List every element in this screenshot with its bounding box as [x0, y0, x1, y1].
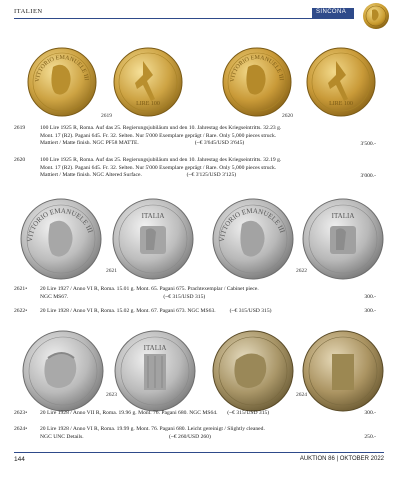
lot-line: 100 Lire 1925 R, Roma. Auf das 25. Regierungsjubiläum und den 10. Jahrestag des Kriegseintritts. 32.23 g. [40, 125, 282, 131]
brand-name: SINCONA [316, 9, 347, 15]
lot-line: 100 Lire 1925 R, Roma. Auf das 25. Regierungsjubiläum und den 10. Jahrestag des Kriegseintritts. 32.19 g. [40, 157, 282, 163]
coin-2620-reverse [306, 47, 376, 117]
coin-legend: VITTORIO EMANUELE III [34, 54, 89, 83]
lot-entry [14, 125, 376, 149]
footer-rule [14, 452, 384, 453]
lot-entry [14, 157, 376, 181]
coin-2622-reverse [302, 198, 384, 280]
lot-number: 2623• [14, 410, 28, 416]
lot-number: 2624 [296, 392, 307, 398]
lot-number: 2619 [101, 113, 112, 119]
coin-2622-obverse [212, 198, 294, 280]
coin-legend: ITALIA [141, 212, 165, 220]
lot-number: 2622• [14, 308, 28, 314]
coin-legend: ITALIA [331, 212, 355, 220]
coin-legend: VITTORIO EMANUELE III [25, 206, 95, 243]
lot-entry [14, 286, 376, 302]
lot-price: 300.- [364, 308, 376, 314]
coin-denomination: LIRE 100 [136, 101, 160, 107]
coin-2619-reverse [113, 47, 183, 117]
lot-line: Mont. 17 (R2). Pagani 645. Fr. 32. Selten. Nur 5'000 Exemplare geprägt / Rare. Only 5,000 pieces struck. [40, 164, 277, 171]
coin-legend: VITTORIO EMANUELE III [217, 206, 287, 243]
header-rule [14, 18, 354, 19]
lot-line: NGC UNC Details. (~€ 260/USD 260) [40, 433, 211, 440]
lot-number: 2624• [14, 426, 28, 432]
lot-line: 20 Lire 1927 / Anno VI R, Roma. 15.01 g. Mont. 65. Pagani 675. Prachtexemplar / Cabinet piece. [40, 286, 259, 292]
lot-description [40, 308, 340, 316]
lot-price: 300.- [364, 294, 376, 300]
lot-line: NGC MS67. (~€ 315/USD 315) [40, 293, 206, 300]
lot-price: 300.- [364, 410, 376, 416]
coin-legend: ITALIA [143, 344, 167, 352]
coin-2621-obverse [20, 198, 102, 280]
logo-coin-icon [362, 2, 390, 30]
lot-entry [14, 410, 376, 420]
coin-2624-obverse [212, 330, 294, 412]
lot-description [40, 286, 340, 301]
lot-line: Mattiert / Matte finish. NGC Altered Surface. (~€ 3'125/USD 3'125) [40, 172, 237, 179]
coin-2620-obverse [222, 47, 292, 117]
lot-number: 2620 [14, 157, 26, 163]
lot-price: 3'000.- [360, 173, 376, 179]
lot-number: 2621• [14, 286, 28, 292]
lot-number: 2621 [106, 268, 117, 274]
coin-2621-reverse [112, 198, 194, 280]
lot-number: 2619 [14, 125, 26, 131]
lot-description [40, 157, 340, 180]
lot-description [40, 410, 340, 418]
lot-number: 2620 [282, 113, 293, 119]
page-number: 144 [14, 456, 25, 463]
section-title: ITALIEN [14, 8, 43, 15]
coin-legend: VITTORIO EMANUELE III [229, 54, 284, 83]
coin-2624-reverse [302, 330, 384, 412]
lot-line: 20 Lire 1928 / Anno VI R, Roma. 15.02 g. Mont. 67. Pagani 673. NGC MS63. (~€ 315/USD 315) [40, 308, 272, 314]
lot-line: Mont. 17 (R2). Pagani 645. Fr. 32. Selten. Nur 5'000 Exemplare geprägt / Rare. Only 5,000 pieces struck. [40, 132, 277, 139]
lot-number: 2622 [296, 268, 307, 274]
coin-2619-obverse [27, 47, 97, 117]
lot-description [40, 426, 340, 441]
lot-price: 250.- [364, 434, 376, 440]
lot-description [40, 125, 340, 148]
coin-2623-obverse [22, 330, 104, 412]
lot-line: 20 Lire 1928 / Anno VI R, Roma. 19.99 g. Mont. 76. Pagani 680. Leicht gereinigt / Slightly cleaned. [40, 426, 265, 432]
auction-info: AUKTION 86 | OKTOBER 2022 [299, 456, 384, 462]
lot-entry [14, 308, 376, 318]
coin-2623-reverse [114, 330, 196, 412]
coin-denomination: LIRE 100 [329, 101, 353, 107]
lot-entry [14, 426, 376, 444]
lot-price: 3'500.- [360, 141, 376, 147]
lot-line: 20 Lire 1928 / Anno VII R, Roma. 19.96 g. Mont. 76. Pagani 680. NGC MS64. (~€ 315/USD 315) [40, 410, 270, 416]
lot-number: 2623 [106, 392, 117, 398]
lot-line: Mattiert / Matte finish. NGC PF58 MATTE. (~€ 3'645/USD 3'645) [40, 140, 245, 147]
